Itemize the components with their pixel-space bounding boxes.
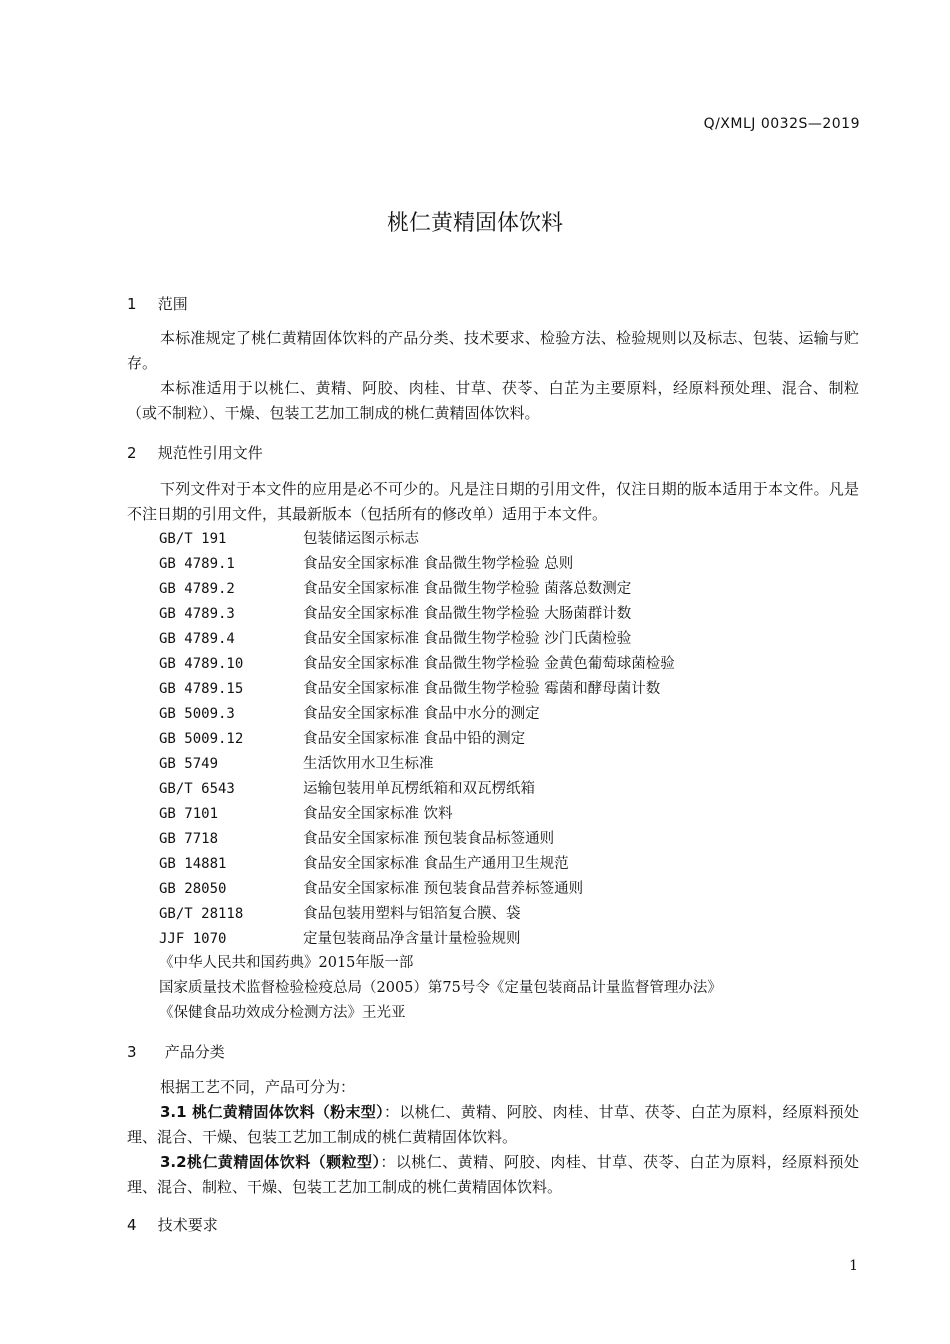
reference-code: GB 4789.15 — [159, 681, 244, 697]
reference-row — [159, 927, 675, 952]
reference-code: GB 5009.3 — [159, 706, 235, 722]
reference-title: 食品安全国家标准 食品中铅的测定 — [303, 731, 526, 747]
reference-row — [159, 602, 675, 627]
reference-row — [159, 702, 675, 727]
reference-row — [159, 877, 675, 902]
reference-row — [159, 527, 675, 552]
section-number: 3 — [127, 1043, 137, 1061]
section-number: 1 — [127, 295, 137, 313]
reference-title: 定量包装商品净含量计量检验规则 — [303, 931, 521, 947]
reference-row — [159, 752, 675, 777]
reference-row — [159, 777, 675, 802]
reference-title: 食品安全国家标准 食品微生物学检验 大肠菌群计数 — [303, 606, 632, 622]
reference-code: JJF 1070 — [159, 931, 227, 947]
reference-code: GB 4789.2 — [159, 581, 235, 597]
classification-intro: 根据工艺不同，产品可分为： — [160, 1078, 356, 1096]
reference-code: GB 4789.3 — [159, 606, 235, 622]
reference-code: GB 14881 — [159, 856, 227, 872]
reference-row — [159, 827, 675, 852]
reference-code: GB 4789.10 — [159, 656, 244, 672]
reference-row — [159, 627, 675, 652]
reference-code: GB 4789.4 — [159, 631, 235, 647]
reference-code: GB/T 28118 — [159, 906, 244, 922]
reference-title: 食品安全国家标准 食品微生物学检验 金黄色葡萄球菌检验 — [303, 656, 675, 672]
reference-row — [159, 902, 675, 927]
reference-code: GB 7101 — [159, 806, 219, 822]
reference-row — [159, 852, 675, 877]
document-code: Q/XMLJ 0032S—2019 — [703, 116, 860, 132]
item-text: ：以桃仁、黄精、阿胶、肉桂、甘草、茯苓、白芷为原料，经原料预处理、混合、干燥、包装工艺加工制成的桃仁黄精固体饮料。 — [127, 1103, 860, 1146]
reference-title: 食品安全国家标准 预包装食品营养标签通则 — [303, 881, 584, 897]
section-title: 产品分类 — [164, 1043, 225, 1061]
additional-reference-row: 国家质量技术监督检验检疫总局（2005）第75号令《定量包装商品计量监督管理办法》 — [159, 980, 722, 996]
item-label: 3.2桃仁黄精固体饮料（颗粒型） — [160, 1153, 381, 1171]
reference-row — [159, 552, 675, 577]
reference-title: 包装储运图示标志 — [303, 531, 419, 547]
section-title: 范围 — [157, 295, 188, 313]
reference-title: 食品安全国家标准 食品微生物学检验 菌落总数测定 — [303, 581, 632, 597]
reference-title: 生活饮用水卫生标准 — [303, 756, 434, 772]
reference-code: GB 5749 — [159, 756, 219, 772]
section-title: 规范性引用文件 — [157, 444, 263, 462]
scope-paragraph-1: 本标准规定了桃仁黄精固体饮料的产品分类、技术要求、检验方法、检验规则以及标志、包装、运输与贮存。 — [127, 329, 859, 372]
classification-item-powder — [127, 1100, 859, 1150]
reference-row — [159, 727, 675, 752]
references-intro: 下列文件对于本文件的应用是必不可少的。凡是注日期的引用文件，仅注日期的版本适用于本文件。凡是不注日期的引用文件，其最新版本（包括所有的修改单）适用于本文件。 — [127, 480, 859, 523]
item-text: ：以桃仁、黄精、阿胶、肉桂、甘草、茯苓、白芷为原料，经原料预处理、混合、制粒、干燥、包装工艺加工制成的桃仁黄精固体饮料。 — [127, 1153, 859, 1196]
section-title: 技术要求 — [157, 1216, 218, 1234]
section-2-heading — [127, 442, 263, 463]
reference-code: GB/T 6543 — [159, 781, 235, 797]
reference-title: 食品安全国家标准 预包装食品标签通则 — [303, 831, 555, 847]
reference-title: 食品安全国家标准 食品微生物学检验 总则 — [303, 556, 574, 572]
reference-code: GB 7718 — [159, 831, 219, 847]
reference-code: GB/T 191 — [159, 531, 227, 547]
additional-reference-row: 《中华人民共和国药典》2015年版一部 — [159, 955, 414, 971]
reference-title: 食品安全国家标准 食品中水分的测定 — [303, 706, 540, 722]
page-number: 1 — [849, 1258, 858, 1274]
section-1-heading — [127, 293, 188, 314]
reference-code: GB 5009.12 — [159, 731, 244, 747]
additional-references — [159, 951, 722, 1026]
reference-row — [159, 577, 675, 602]
reference-title: 食品安全国家标准 食品生产通用卫生规范 — [303, 856, 569, 872]
section-3-heading — [127, 1041, 225, 1062]
section-4-heading — [127, 1214, 218, 1235]
item-label: 3.1 桃仁黄精固体饮料（粉末型） — [160, 1103, 384, 1121]
scope-paragraph-2: 本标准适用于以桃仁、黄精、阿胶、肉桂、甘草、茯苓、白芷为主要原料，经原料预处理、混合、制粒（或不制粒）、干燥、包装工艺加工制成的桃仁黄精固体饮料。 — [127, 379, 859, 422]
classification-item-granule — [127, 1150, 859, 1200]
reference-list — [159, 527, 675, 952]
reference-row — [159, 677, 675, 702]
section-number: 4 — [127, 1216, 137, 1234]
section-number: 2 — [127, 444, 137, 462]
reference-title: 运输包装用单瓦楞纸箱和双瓦楞纸箱 — [303, 781, 535, 797]
reference-row — [159, 652, 675, 677]
document-title: 桃仁黄精固体饮料 — [386, 211, 563, 236]
additional-reference-row: 《保健食品功效成分检测方法》王光亚 — [159, 1005, 406, 1021]
reference-row — [159, 802, 675, 827]
reference-code: GB 4789.1 — [159, 556, 235, 572]
reference-code: GB 28050 — [159, 881, 227, 897]
reference-title: 食品安全国家标准 食品微生物学检验 沙门氏菌检验 — [303, 631, 632, 647]
reference-title: 食品包装用塑料与铝箔复合膜、袋 — [303, 906, 521, 922]
reference-title: 食品安全国家标准 食品微生物学检验 霉菌和酵母菌计数 — [303, 681, 661, 697]
reference-title: 食品安全国家标准 饮料 — [303, 806, 453, 822]
